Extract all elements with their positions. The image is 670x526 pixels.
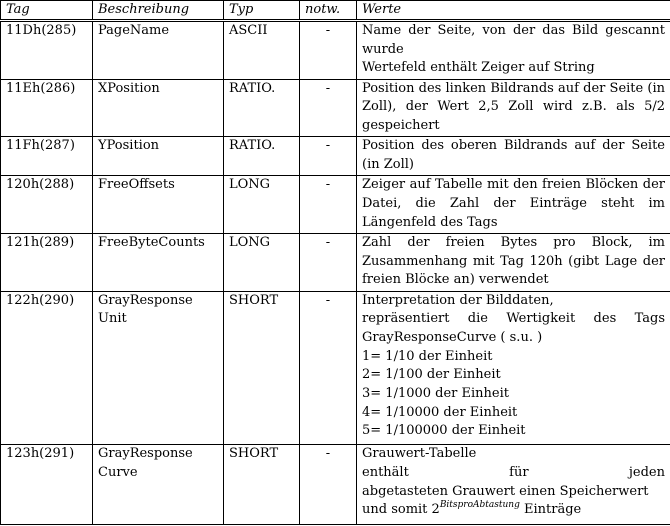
cell-werte bbox=[357, 291, 670, 445]
cell-tag: 120h(288) bbox=[1, 176, 93, 234]
cell-typ: ASCII bbox=[224, 21, 300, 80]
cell-notw: - bbox=[300, 445, 357, 525]
table-row bbox=[1, 233, 670, 291]
werte-line: enthält für jeden bbox=[362, 464, 665, 480]
werte-line: Grauwert-Tabelle bbox=[362, 446, 477, 462]
beschreibung-line: Unit bbox=[98, 311, 127, 327]
cell-typ: RATIO. bbox=[224, 137, 300, 176]
werte-line: repräsentiert die Wertigkeit des Tags GrayResponseCurve ( s.u. ) bbox=[362, 311, 665, 345]
cell-notw: - bbox=[300, 21, 357, 80]
beschreibung-line: PageName bbox=[98, 23, 170, 38]
table-row bbox=[1, 176, 670, 234]
header-werte: Werte bbox=[357, 1, 670, 21]
header-beschreibung: Beschreibung bbox=[93, 1, 224, 21]
cell-typ: SHORT bbox=[224, 291, 300, 445]
werte-line: Interpretation der Bilddaten, bbox=[362, 292, 554, 308]
werte-line: Zeiger auf Tabelle mit den freien Blöcken der Datei, die Zahl der Einträge steht im Längenfeld des Tags bbox=[362, 177, 665, 230]
werte-line: abgetasteten Grauwert einen Speicherwert bbox=[362, 483, 649, 499]
beschreibung-line: Curve bbox=[98, 464, 138, 480]
cell-notw: - bbox=[300, 176, 357, 234]
cell-werte bbox=[357, 445, 670, 525]
cell-werte bbox=[357, 79, 670, 137]
cell-werte bbox=[357, 176, 670, 234]
werte-line: Position des linken Bildrands auf der Seite (in Zoll), der Wert 2,5 Zoll wird z.B. als 5/2 gespeichert bbox=[362, 80, 665, 134]
beschreibung-line: FreeOffsets bbox=[98, 177, 175, 193]
werte-line: Wertefeld enthält Zeiger auf String bbox=[362, 60, 595, 76]
werte-line: 4= 1/10000 der Einheit bbox=[362, 404, 518, 420]
cell-typ: LONG bbox=[224, 176, 300, 234]
beschreibung-line: GrayResponse bbox=[98, 446, 193, 462]
cell-typ: LONG bbox=[224, 233, 300, 291]
beschreibung-line: XPosition bbox=[98, 80, 160, 96]
werte-line: Name der Seite, von der das Bild gescannt wurde bbox=[362, 23, 665, 57]
cell-notw: - bbox=[300, 137, 357, 176]
cell-notw: - bbox=[300, 233, 357, 291]
cell-beschreibung bbox=[93, 291, 224, 445]
cell-typ: RATIO. bbox=[224, 79, 300, 137]
cell-werte bbox=[357, 137, 670, 176]
werte-line: Position des oberen Bildrands auf der Seite (in Zoll) bbox=[362, 138, 665, 173]
werte-line: 3= 1/1000 der Einheit bbox=[362, 386, 509, 402]
formula-exponent: BitsproAbtastung bbox=[439, 500, 520, 511]
cell-beschreibung bbox=[93, 445, 224, 525]
cell-beschreibung bbox=[93, 176, 224, 234]
werte-line-formula bbox=[362, 501, 665, 520]
header-tag: Tag bbox=[1, 1, 93, 21]
cell-werte bbox=[357, 21, 670, 80]
table-row bbox=[1, 79, 670, 137]
beschreibung-line: YPosition bbox=[98, 138, 160, 154]
cell-typ: SHORT bbox=[224, 445, 300, 525]
werte-line: 2= 1/100 der Einheit bbox=[362, 367, 501, 383]
cell-beschreibung bbox=[93, 79, 224, 137]
beschreibung-line: FreeByteCounts bbox=[98, 234, 205, 250]
header-typ: Typ bbox=[224, 1, 300, 21]
cell-notw: - bbox=[300, 291, 357, 445]
werte-line: Zahl der freien Bytes pro Block, im Zusammenhang mit Tag 120h (gibt Lage der freien Blöcke an) verwendet bbox=[362, 234, 665, 288]
werte-line: 1= 1/10 der Einheit bbox=[362, 348, 493, 364]
header-notw: notw. bbox=[300, 1, 357, 21]
cell-werte bbox=[357, 233, 670, 291]
cell-tag: 122h(290) bbox=[1, 291, 93, 445]
table-header-row bbox=[1, 1, 670, 21]
cell-tag: 11Fh(287) bbox=[1, 137, 93, 176]
cell-tag: 11Eh(286) bbox=[1, 79, 93, 137]
table-row bbox=[1, 445, 670, 525]
cell-beschreibung bbox=[93, 233, 224, 291]
beschreibung-line: GrayResponse bbox=[98, 292, 193, 308]
formula-suffix: Einträge bbox=[519, 502, 582, 518]
cell-notw: - bbox=[300, 79, 357, 137]
cell-beschreibung bbox=[93, 21, 224, 80]
table-row bbox=[1, 21, 670, 80]
cell-tag: 11Dh(285) bbox=[1, 21, 93, 80]
werte-line: 5= 1/100000 der Einheit bbox=[362, 423, 526, 439]
table-row bbox=[1, 137, 670, 176]
cell-tag: 123h(291) bbox=[1, 445, 93, 525]
cell-tag: 121h(289) bbox=[1, 233, 93, 291]
table-row bbox=[1, 291, 670, 445]
formula-prefix: und somit 2 bbox=[362, 502, 440, 518]
cell-beschreibung bbox=[93, 137, 224, 176]
